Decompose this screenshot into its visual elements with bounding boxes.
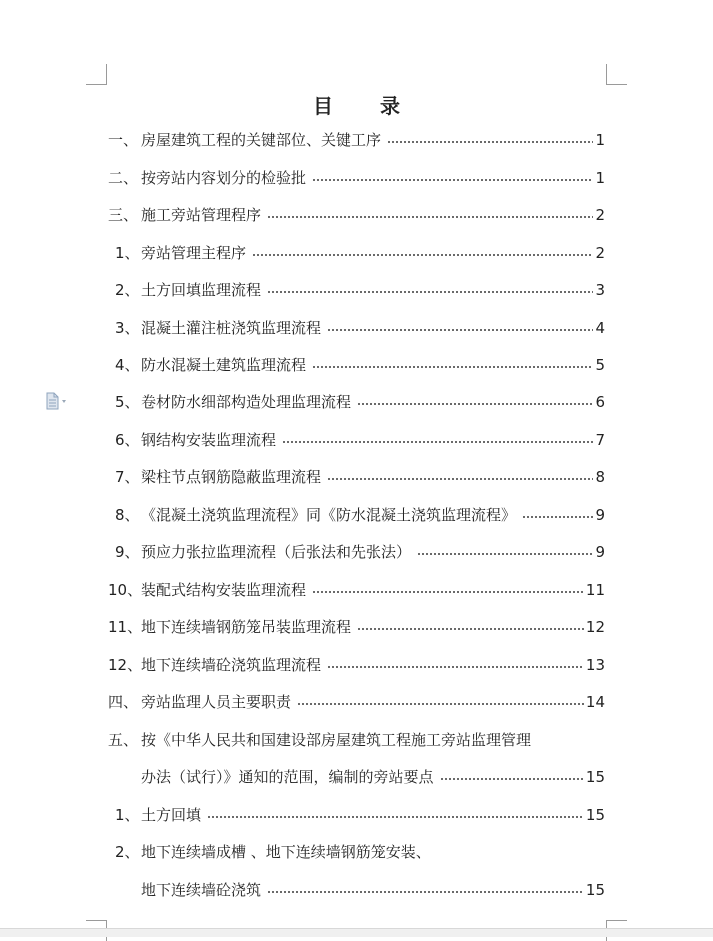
toc-entry[interactable] xyxy=(108,167,605,189)
toc-page-number: 1 xyxy=(595,131,605,149)
crop-mark-top-left xyxy=(86,64,107,85)
crop-mark-top-right xyxy=(606,64,627,85)
toc-entry-number: 2、 xyxy=(115,843,140,861)
toc-entry-number: 五、 xyxy=(108,731,139,749)
toc-dot-leader xyxy=(327,666,584,668)
document-icon xyxy=(44,392,74,410)
toc-entry-text: 房屋建筑工程的关键部位、关键工序 xyxy=(141,131,382,149)
toc-dot-leader xyxy=(417,553,593,555)
toc-page-number: 15 xyxy=(585,881,605,899)
toc-entry-number: 3、 xyxy=(115,319,140,337)
toc-entry-text: 旁站管理主程序 xyxy=(141,244,247,262)
toc-entry-number: 1、 xyxy=(115,806,140,824)
toc-entry-number: 8、 xyxy=(115,506,140,524)
toc-entry-text: 按旁站内容划分的检验批 xyxy=(141,169,307,187)
toc-entry[interactable] xyxy=(115,429,605,451)
toc-entry-number: 四、 xyxy=(108,693,139,711)
toc-entry-text: 地下连续墙砼浇筑监理流程 xyxy=(141,656,322,674)
toc-entry-number: 1、 xyxy=(115,244,140,262)
toc-page-number: 3 xyxy=(595,281,605,299)
toc-entry-number: 9、 xyxy=(115,543,140,561)
toc-page-number: 6 xyxy=(595,393,605,411)
toc-dot-leader xyxy=(207,816,584,818)
toc-entry-number: 2、 xyxy=(115,281,140,299)
toc-entry[interactable] xyxy=(108,654,605,676)
toc-entry-text: 《混凝土浇筑监理流程》同《防水混凝土浇筑监理流程》 xyxy=(141,506,517,524)
toc-entry[interactable] xyxy=(115,242,605,264)
toc-page-number: 8 xyxy=(595,468,605,486)
toc-entry-text: 地下连续墙砼浇筑 xyxy=(141,881,262,899)
toc-page-number: 1 xyxy=(595,169,605,187)
toc-entry-text: 钢结构安装监理流程 xyxy=(141,431,277,449)
toc-entry-number: 11、 xyxy=(108,618,143,636)
toc-entry-text: 土方回填 xyxy=(141,806,202,824)
toc-entry-text: 按《中华人民共和国建设部房屋建筑工程施工旁站监理管理 xyxy=(141,731,532,749)
toc-entry[interactable] xyxy=(141,879,605,901)
toc-dot-leader xyxy=(312,179,593,181)
toc-entry-number: 12、 xyxy=(108,656,143,674)
toc-dot-leader xyxy=(440,778,584,780)
toc-entry[interactable] xyxy=(115,466,605,488)
toc-entry-text: 卷材防水细部构造处理监理流程 xyxy=(141,393,352,411)
toc-entry-text: 地下连续墙钢筋笼吊装监理流程 xyxy=(141,618,352,636)
toc-page-number: 9 xyxy=(595,543,605,561)
toc-page-number: 11 xyxy=(585,581,605,599)
toc-entry-text: 旁站监理人员主要职责 xyxy=(141,693,292,711)
toc-entry-text: 混凝土灌注桩浇筑监理流程 xyxy=(141,319,322,337)
toc-entry-number: 二、 xyxy=(108,169,139,187)
toc-entry-number: 5、 xyxy=(115,393,140,411)
toc-entry[interactable] xyxy=(108,204,605,226)
toc-title: 目 录 xyxy=(313,94,420,118)
toc-entry-number: 6、 xyxy=(115,431,140,449)
toc-dot-leader xyxy=(327,478,593,480)
margin-document-button[interactable] xyxy=(44,392,74,410)
toc-page-number: 13 xyxy=(585,656,605,674)
toc-entry-text: 施工旁站管理程序 xyxy=(141,206,262,224)
toc-page-number: 4 xyxy=(595,319,605,337)
toc-page-number: 12 xyxy=(585,618,605,636)
toc-entry[interactable] xyxy=(115,391,605,413)
toc-entry-text: 办法（试行）》通知的范围，编制的旁站要点 xyxy=(141,768,434,786)
toc-entry[interactable] xyxy=(115,541,605,563)
toc-entry-text: 梁柱节点钢筋隐蔽监理流程 xyxy=(141,468,322,486)
toc-entry[interactable] xyxy=(108,729,531,751)
toc-page-number: 15 xyxy=(585,806,605,824)
toc-page-number: 14 xyxy=(585,693,605,711)
toc-entry[interactable] xyxy=(141,766,605,788)
toc-entry[interactable] xyxy=(108,691,605,713)
toc-entry[interactable] xyxy=(115,354,605,376)
toc-dot-leader xyxy=(312,591,584,593)
toc-page-number: 7 xyxy=(595,431,605,449)
toc-dot-leader xyxy=(297,703,584,705)
toc-dot-leader xyxy=(282,441,593,443)
toc-dot-leader xyxy=(252,254,593,256)
toc-entry-number: 7、 xyxy=(115,468,140,486)
toc-entry[interactable] xyxy=(115,279,605,301)
toc-page-number: 2 xyxy=(595,244,605,262)
toc-entry-text: 预应力张拉监理流程（后张法和先张法） xyxy=(141,543,412,561)
toc-entry-number: 10、 xyxy=(108,581,143,599)
toc-entry[interactable] xyxy=(108,579,605,601)
toc-entry[interactable] xyxy=(115,841,431,863)
toc-page-number: 5 xyxy=(595,356,605,374)
toc-entry[interactable] xyxy=(108,129,605,151)
toc-dot-leader xyxy=(357,628,584,630)
toc-entry[interactable] xyxy=(108,616,605,638)
toc-entry[interactable] xyxy=(115,804,605,826)
toc-page-number: 2 xyxy=(595,206,605,224)
toc-entry-number: 三、 xyxy=(108,206,139,224)
toc-dot-leader xyxy=(327,329,593,331)
toc-dot-leader xyxy=(312,366,593,368)
toc-dot-leader xyxy=(267,216,593,218)
toc-dot-leader xyxy=(357,403,593,405)
toc-entry-number: 4、 xyxy=(115,356,140,374)
toc-entry-text: 装配式结构安装监理流程 xyxy=(141,581,307,599)
chevron-down-icon xyxy=(62,400,66,403)
toc-entry-text: 防水混凝土建筑监理流程 xyxy=(141,356,307,374)
toc-dot-leader xyxy=(387,141,593,143)
toc-entry-text: 土方回填监理流程 xyxy=(141,281,262,299)
toc-entry-number: 一、 xyxy=(108,131,139,149)
toc-page-number: 15 xyxy=(585,768,605,786)
toc-entry[interactable] xyxy=(115,504,605,526)
toc-dot-leader xyxy=(267,891,584,893)
toc-entry[interactable] xyxy=(115,317,605,339)
toc-page-number: 9 xyxy=(595,506,605,524)
toc-entry-text: 地下连续墙成槽 、地下连续墙钢筋笼安装、 xyxy=(141,843,431,861)
toc-dot-leader xyxy=(522,516,593,518)
toc-dot-leader xyxy=(267,291,593,293)
